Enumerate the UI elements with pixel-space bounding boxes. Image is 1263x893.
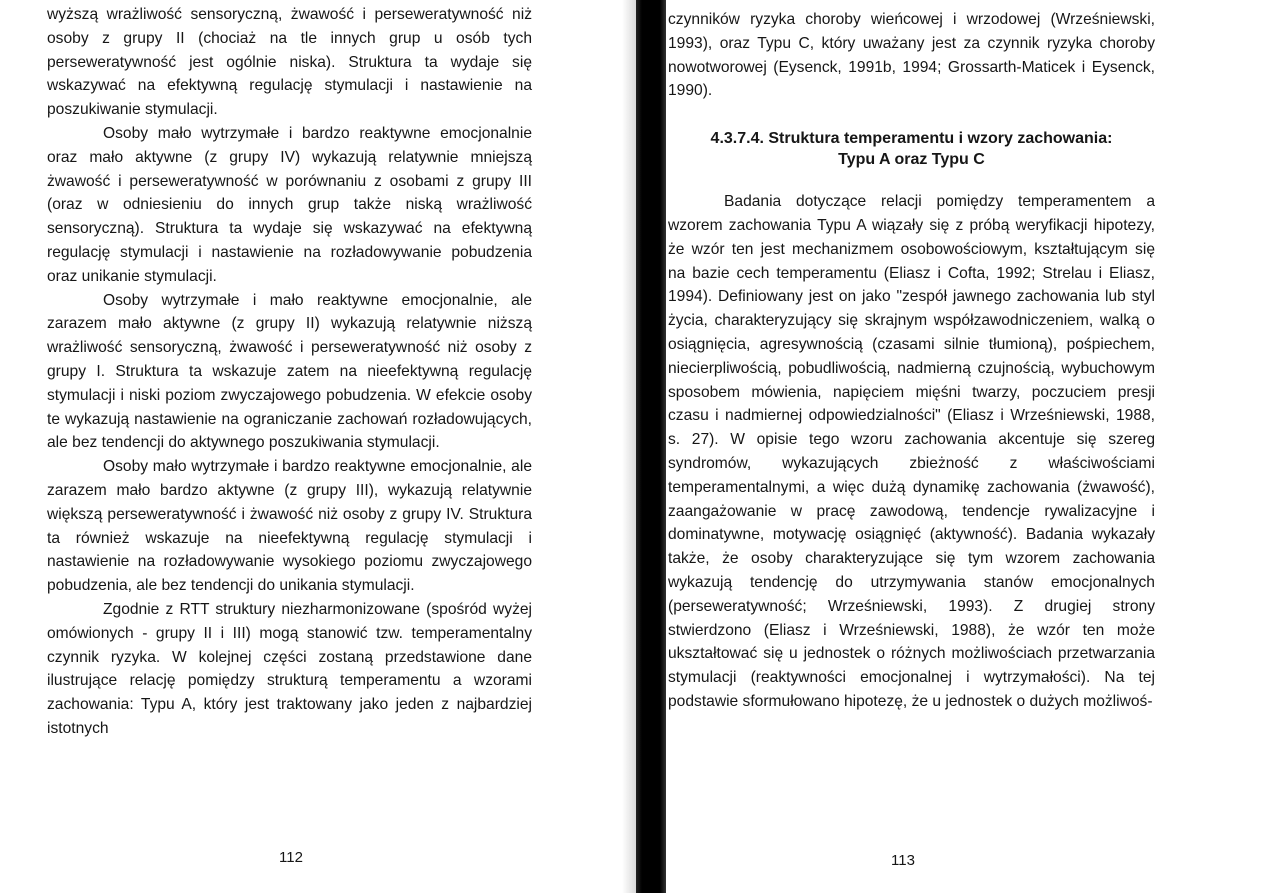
paragraph: Osoby mało wytrzymałe i bardzo reaktywne emocjonalnie oraz mało aktywne (z grupy IV) wykazują relatywnie mniejszą żwawość i perseweratywność w porównaniu z osobami z grupy III (oraz w odniesieniu do innych grup także niską wrażliwość sensoryczną). Struktura ta wydaje się wskazywać na efektywną regulację stymulacji i nastawienie na rozładowywanie pobudzenia oraz unikanie stymulacji. <box>47 124 532 285</box>
page-number: 112 <box>279 849 303 866</box>
paragraph: czynników ryzyka choroby wieńcowej i wrzodowej (Wrześniewski, 1993), oraz Typu C, który uważany jest za czynnik ryzyka choroby nowotworowej (Eysenck, 1991b, 1994; Grossarth-Maticek i Eysenck, 1990). <box>668 11 1155 100</box>
section-heading-line: 4.3.7.4. Struktura temperamentu i wzory zachowania: <box>710 130 1113 148</box>
page-number: 113 <box>891 852 915 869</box>
paragraph: Osoby wytrzymałe i mało reaktywne emocjonalnie, ale zarazem mało aktywne (z grupy II) wykazują relatywnie niższą wrażliwość sensoryczną, żwawość i perseweratywność niż osoby z grupy I. Struktura ta wskazuje zatem na nieefektywną regulację stymulacji i niski poziom zwyczajowego pobudzenia. W efekcie osoby te wykazują nastawienie na ograniczanie zachowań rozładowujących, ale bez tendencji do aktywnego poszukiwania stymulacji. <box>47 291 532 452</box>
book-spine <box>636 0 666 893</box>
paragraph: Osoby mało wytrzymałe i bardzo reaktywne emocjonalnie, ale zarazem mało bardzo aktywne (z grupy III), wykazują relatywnie większą perseweratywność i żwawość niż osoby z grupy IV. Struktura ta również wskazuje na nieefektywną regulację stymulacji i nastawienie na rozładowywanie wysokiego poziomu zwyczajowego pobudzenia, ale bez tendencji do unikania stymulacji. <box>47 458 532 595</box>
paragraph: Zgodnie z RTT struktury niezharmonizowane (spośród wyżej omówionych - grupy II i III) mogą stanowić tzw. temperamentalny czynnik ryzyka. W kolejnej części zostaną przedstawione dane ilustrujące relację pomiędzy strukturą temperamentu a wzorami zachowania: Typu A, który jest traktowany jako jeden z najbardziej istotnych <box>47 600 532 737</box>
section-heading-line: Typu A oraz Typu C <box>838 151 985 169</box>
left-page-text <box>47 3 532 741</box>
right-page-text <box>668 8 1155 714</box>
right-page <box>668 0 1263 893</box>
paragraph: Badania dotyczące relacji pomiędzy temperamentem a wzorem zachowania Typu A wiązały się z próbą weryfikacji hipotezy, że wzór ten jest mechanizmem osobowościowym, kształtującym się na bazie cech temperamentu (Eliasz i Cofta, 1992; Strelau i Eliasz, 1994). Definiowany jest on jako "zespół jawnego zachowania lub styl życia, charakteryzujący się skrajnym współzawodniczeniem, walką o osiągnięcia, agresywnością (czasami silnie tłumioną), pośpiechem, niecierpliwością, pobudliwością, nadmierną czujnością, wybuchowym sposobem mówienia, napięciem mięśni twarzy, poczuciem presji czasu i nadmiernej odpowiedzialności" (Eliasz i Wrześniewski, 1988, s. 27). W opisie tego wzoru zachowania akcentuje się szereg syndromów, wykazujących zbieżność z właściwościami temperamentalnymi, a więc dużą dynamikę zachowania (żwawość), zaangażowanie w pracę zawodową, tendencje rywalizacyjne i dominatywne, motywację osiągnięć (aktywność). Badania wykazały także, że osoby charakteryzujące się tym wzorem zachowania wykazują tendencję do utrzymywania stanów emocjonalnych (perseweratywność; Wrześniewski, 1993). Z drugiej strony stwierdzono (Eliasz i Wrześniewski, 1988), że wzór ten może ukształtować się u jednostek o różnych możliwościach przetwarzania stymulacji (reaktywności emocjonalnej i wytrzymałości). Na tej podstawie sformułowano hipotezę, że u jednostek o dużych możliwoś- <box>668 193 1155 710</box>
paragraph: wyższą wrażliwość sensoryczną, żwawość i perseweratywność niż osoby z grupy II (chociaż na tle innych grup u osób tych perseweratywność jest ogólnie niska). Struktura ta wydaje się wskazywać na efektywną regulację stymulacji i nastawienie na poszukiwanie stymulacji. <box>47 6 532 119</box>
section-heading <box>668 128 1155 170</box>
left-page <box>0 0 622 893</box>
spine-shadow <box>622 0 636 893</box>
